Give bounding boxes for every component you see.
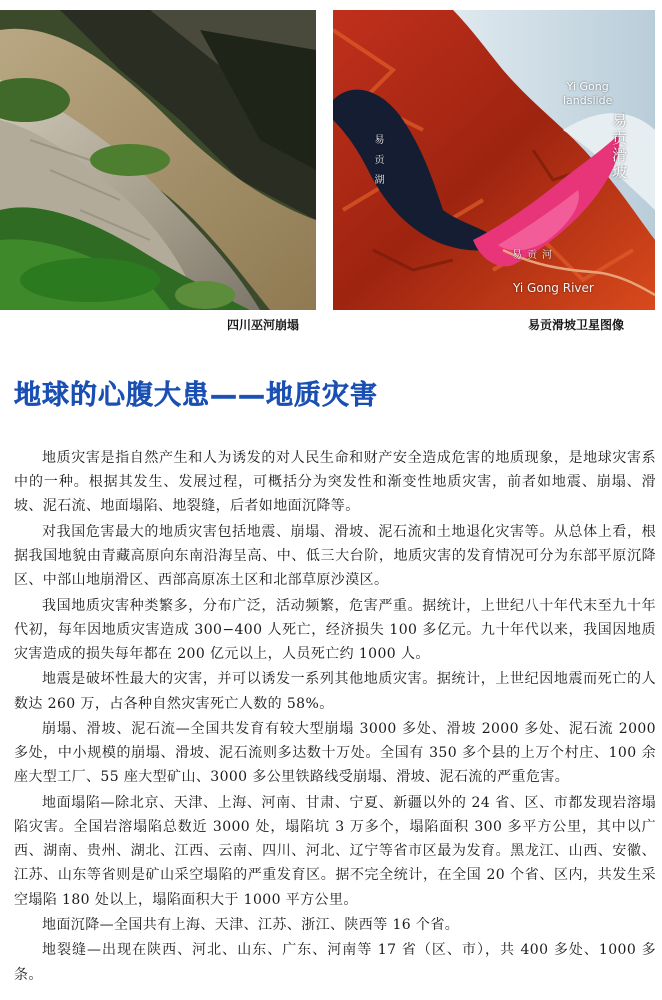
page-title: 地球的心腹大患——地质灾害	[14, 380, 378, 411]
landslide-aerial-image	[0, 10, 316, 310]
article-paragraph: 地面塌陷—除北京、天津、上海、河南、甘肃、宁夏、新疆以外的 24 省、区、市都发现岩溶塌陷灾害。全国岩溶塌陷总数近 3000 处，塌陷坑 3 万多个，塌陷面积 300 多平方公里，其中以广西、湖南、贵州、湖北、江西、云南、四川、河北、辽宁等省市区最为发育。黑龙江、山西、安徽、江苏、山东等省则是矿山采空塌陷的严重发育区。据不完全统计，在全国 20 个省、区内，共发生采空塌陷 180 处以上，塌陷面积大于 1000 平方公里。	[14, 794, 656, 908]
lake-label-cn: 易贡湖	[372, 134, 383, 194]
article-paragraph: 地质灾害是指自然产生和人为诱发的对人民生命和财产安全造成危害的地质现象，是地球灾害系中的一种。根据其发生、发展过程，可概括分为突发性和渐变性地质灾害，前者如地震、崩塌、滑坡、泥石流、地面塌陷、地裂缝，后者如地面沉降等。	[14, 450, 656, 515]
article-paragraph: 崩塌、滑坡、泥石流—全国共发育有较大型崩塌 3000 多处、滑坡 2000 多处、泥石流 2000 多处，中小规模的崩塌、滑坡、泥石流则多达数十万处。全国有 350 多个县的上万个村庄、100 余座大型工厂、55 座大型矿山、3000 多公里铁路线受崩塌、滑坡、泥石流的严重危害。	[14, 720, 656, 786]
landslide-label-en	[563, 80, 612, 108]
left-image-caption: 四川巫河崩塌	[227, 318, 300, 332]
article-paragraph: 对我国危害最大的地质灾害包括地震、崩塌、滑坡、泥石流和土地退化灾害等。从总体上看，根据我国地貌由青藏高原向东南沿海呈高、中、低三大台阶，地质灾害的发育情况可分为东部平原沉降区、中部山地崩滑区、西部高原冻土区和北部草原沙漠区。	[14, 523, 656, 589]
article-body	[14, 446, 656, 988]
landslide-aerial-photo	[0, 10, 316, 310]
river-label-en: Yi Gong River	[513, 281, 594, 295]
right-image-caption: 易贡滑坡卫星图像	[528, 318, 625, 332]
article-paragraph: 我国地质灾害种类繁多，分布广泛，活动频繁，危害严重。据统计，上世纪八十年代末至九十年代初，每年因地质灾害造成 300−400 人死亡，经济损失 100 多亿元。九十年代以来，我国因地质灾害造成的损失每年都在 200 亿元以上，人员死亡约 1000 人。	[14, 597, 656, 662]
landslide-label-cn: 易贡滑坡	[610, 113, 628, 181]
article-paragraph: 地震是破坏性最大的灾害，并可以诱发一系列其他地质灾害。据统计，上世纪因地震而死亡的人数达 260 万，占各种自然灾害死亡人数的 58%。	[14, 671, 656, 712]
landslide-label-en-text: Yi Gong landslide	[563, 80, 613, 107]
article-paragraph: 地裂缝—出现在陕西、河北、山东、广东、河南等 17 省（区、市），共 400 多处、1000 多条。	[14, 942, 656, 983]
river-label-cn: 易贡河	[512, 250, 557, 261]
article-paragraph: 地面沉降—全国共有上海、天津、江苏、浙江、陕西等 16 个省。	[42, 916, 460, 933]
